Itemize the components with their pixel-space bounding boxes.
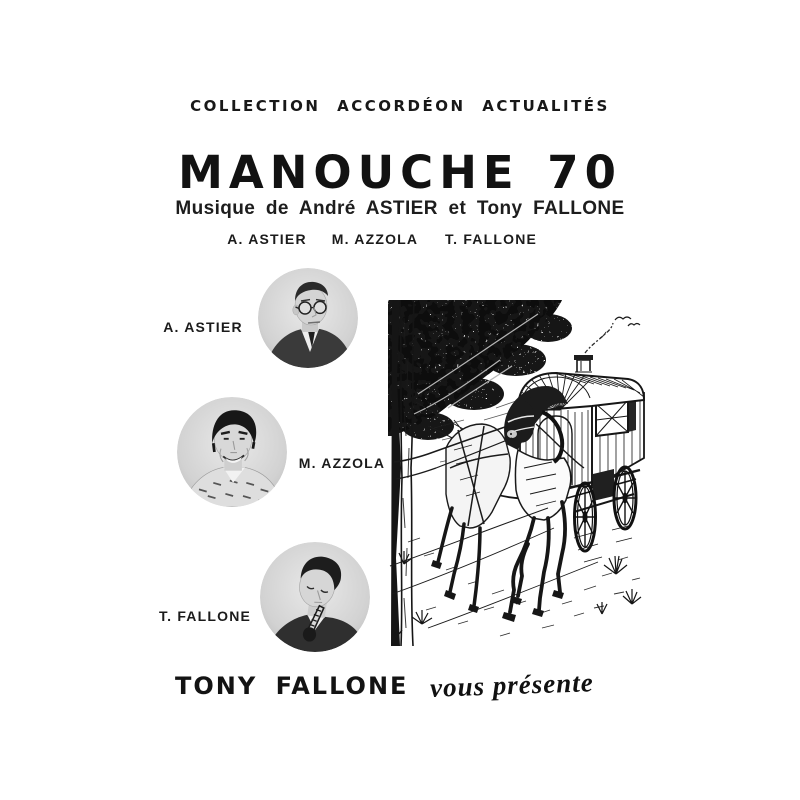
portrait-label: M. AZZOLA — [298, 455, 386, 471]
footer — [175, 667, 595, 703]
presenter-name: TONY FALLONE — [175, 672, 409, 700]
script-tagline: vous présente — [429, 667, 595, 703]
page-title: MANOUCHE 70 — [178, 146, 622, 199]
background-horse — [431, 424, 510, 613]
portrait-label: A. ASTIER — [163, 319, 243, 335]
portrait-photo-astier — [258, 268, 358, 368]
portrait-label: T. FALLONE — [158, 608, 252, 624]
subtitle: Musique de André ASTIER et Tony FALLONE — [175, 198, 625, 219]
collection-line: COLLECTION ACCORDÉON ACTUALITÉS — [190, 97, 610, 115]
portrait-photo-azzola — [177, 397, 287, 507]
credit-name: A. ASTIER — [227, 231, 307, 247]
credit-name: M. AZZOLA — [331, 231, 419, 247]
birds-icon — [615, 317, 640, 326]
credit-name: T. FALLONE — [444, 231, 538, 247]
portrait-photo-fallone — [260, 542, 370, 652]
caravan-illustration — [388, 298, 646, 652]
